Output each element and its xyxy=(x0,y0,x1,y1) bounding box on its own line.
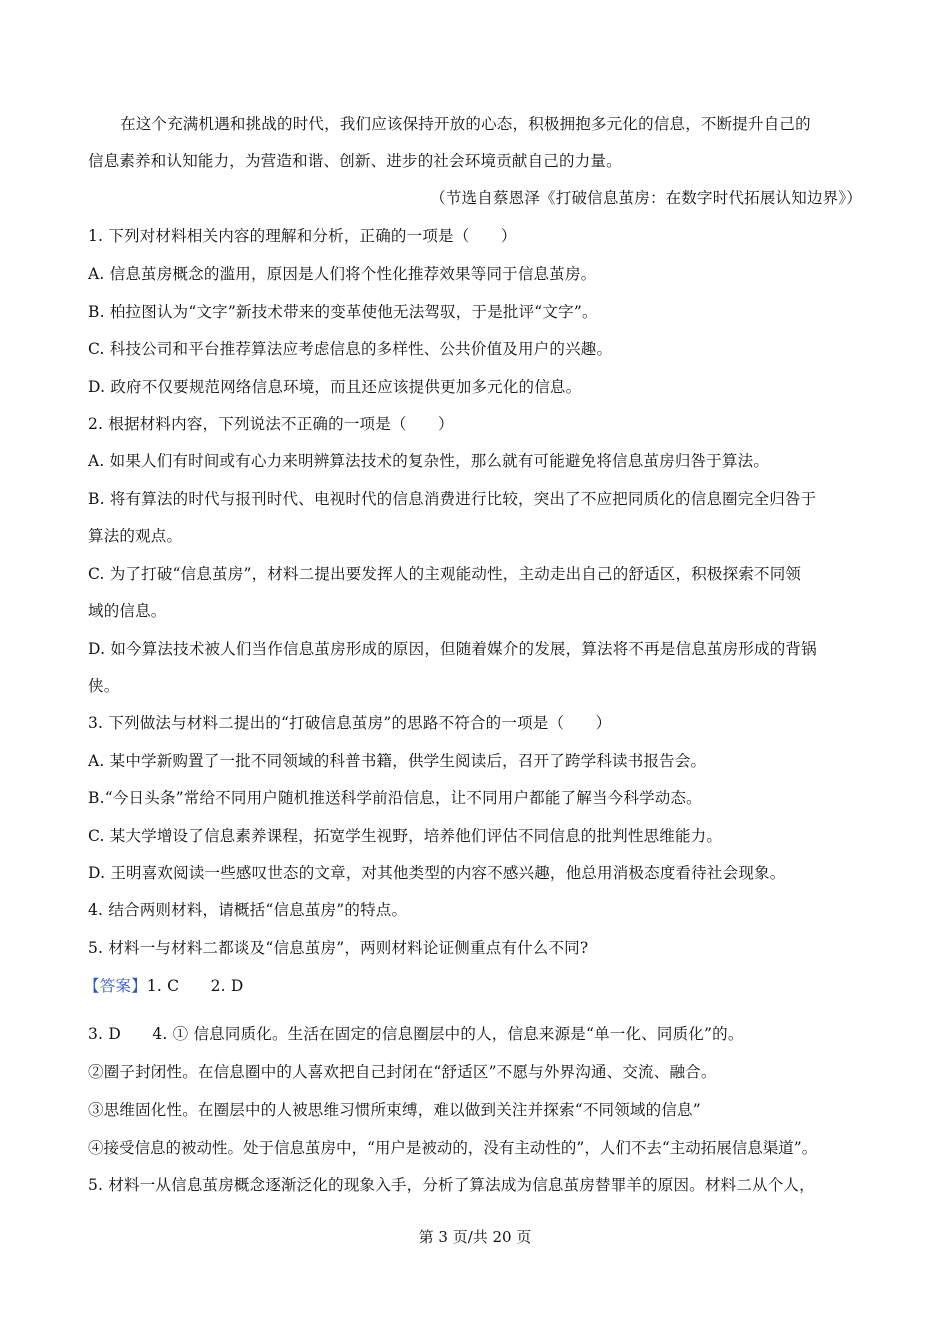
question-2-option-d-cont: 侠。 xyxy=(88,677,120,695)
question-1-stem: 1. 下列对材料相关内容的理解和分析，正确的一项是（ ） xyxy=(88,227,517,245)
question-1-option-c: C. 科技公司和平台推荐算法应考虑信息的多样性、公共价值及用户的兴趣。 xyxy=(88,340,613,358)
answer-line-1: 1. C 2. D xyxy=(146,977,244,995)
question-3-stem: 3. 下列做法与材料二提出的“打破信息茧房”的思路不符合的一项是（ ） xyxy=(88,714,612,732)
question-1-option-a: A. 信息茧房概念的滥用，原因是人们将个性化推荐效果等同于信息茧房。 xyxy=(88,265,597,283)
answer-header xyxy=(84,976,244,996)
passage-paragraph-line: 信息素养和认知能力，为营造和谐、创新、进步的社会环境贡献自己的力量。 xyxy=(88,152,622,170)
answer-line-3: ②圈子封闭性。在信息圈中的人喜欢把自己封闭在“舒适区”不愿与外界沟通、交流、融合。 xyxy=(88,1063,717,1081)
question-2-stem: 2. 根据材料内容，下列说法不正确的一项是（ ） xyxy=(88,415,454,433)
question-4-stem: 4. 结合两则材料，请概括“信息茧房”的特点。 xyxy=(88,901,408,919)
page-number: 第 3 页/共 20 页 xyxy=(418,1228,532,1246)
question-3-option-d: D. 王明喜欢阅读一些感叹世态的文章，对其他类型的内容不感兴趣，他总用消极态度看待社会现象。 xyxy=(88,864,786,882)
question-2-option-c-cont: 域的信息。 xyxy=(88,602,167,620)
question-1-option-b: B. 柏拉图认为“文字”新技术带来的变革使他无法驾驭，于是批评“文字”。 xyxy=(88,303,598,321)
question-2-option-c: C. 为了打破“信息茧房”，材料二提出要发挥人的主观能动性，主动走出自己的舒适区，积极探索不同领 xyxy=(88,565,802,583)
question-2-option-d: D. 如今算法技术被人们当作信息茧房形成的原因，但随着媒介的发展，算法将不再是信息茧房形成的背锅 xyxy=(88,640,817,658)
question-3-option-b: B.“今日头条”常给不同用户随机推送科学前沿信息，让不同用户都能了解当今科学动态。 xyxy=(88,789,702,807)
question-3-option-c: C. 某大学增设了信息素养课程，拓宽学生视野，培养他们评估不同信息的批判性思维能力。 xyxy=(88,827,723,845)
question-5-stem: 5. 材料一与材料二都谈及“信息茧房”，两则材料论证侧重点有什么不同? xyxy=(88,939,589,957)
answer-line-2: 3. D 4. ① 信息同质化。生活在固定的信息圈层中的人，信息来源是“单一化、同质化”的。 xyxy=(88,1025,744,1043)
question-2-option-a: A. 如果人们有时间或有心力来明辨算法技术的复杂性，那么就有可能避免将信息茧房归咎于算法。 xyxy=(88,452,770,470)
answer-line-5: ④接受信息的被动性。处于信息茧房中，“用户是被动的，没有主动性的”，人们不去“主动拓展信息渠道”。 xyxy=(88,1139,818,1157)
question-1-option-d: D. 政府不仅要规范网络信息环境，而且还应该提供更加多元化的信息。 xyxy=(88,378,582,396)
passage-source: （节选自蔡恩泽《打破信息茧房：在数字时代拓展认知边界》） xyxy=(430,189,862,207)
answer-line-4: ③思维固化性。在圈层中的人被思维习惯所束缚，难以做到关注并探索“不同领域的信息” xyxy=(88,1101,701,1119)
question-3-option-a: A. 某中学新购置了一批不同领域的科普书籍，供学生阅读后，召开了跨学科读书报告会。 xyxy=(88,752,707,770)
passage-paragraph-line: 在这个充满机遇和挑战的时代，我们应该保持开放的心态，积极拥抱多元化的信息，不断提升自己的 xyxy=(120,115,811,133)
question-2-option-b: B. 将有算法的时代与报刊时代、电视时代的信息消费进行比较，突出了不应把同质化的信息圈完全归咎于 xyxy=(88,490,817,508)
answer-line-6: 5. 材料一从信息茧房概念逐渐泛化的现象入手，分析了算法成为信息茧房替罪羊的原因。材料二从个人， xyxy=(88,1176,815,1194)
question-2-option-b-cont: 算法的观点。 xyxy=(88,527,183,545)
answer-tag: 【答案】 xyxy=(84,977,147,995)
